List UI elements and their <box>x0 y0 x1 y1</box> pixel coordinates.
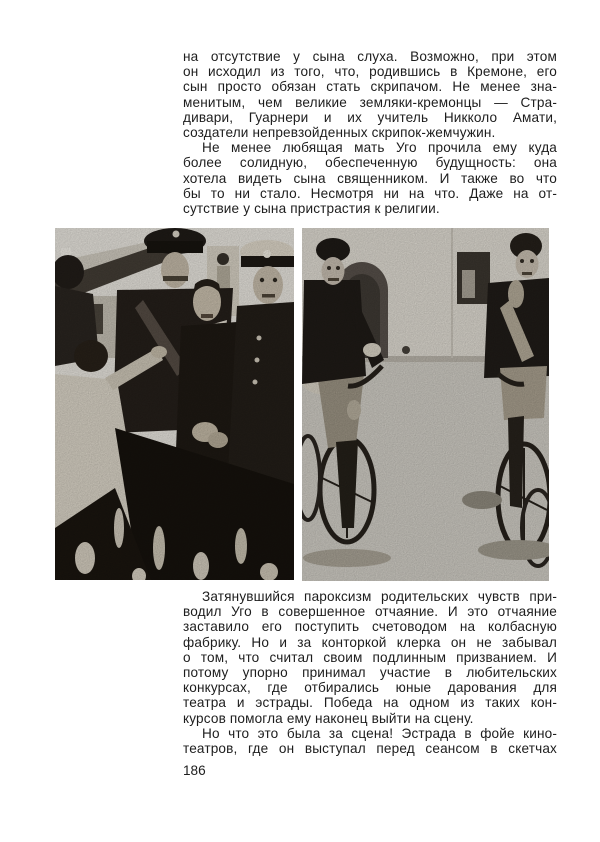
paragraph <box>183 49 557 140</box>
text-line: Не менее любящая мать Уго прочила ему куда <box>202 140 557 156</box>
text-line: водил Уго в совершенное отчаяние. И это отчаяние <box>183 604 557 620</box>
paragraph <box>183 140 557 216</box>
text-line: дивари, Гуарнери и их учитель Никколо Амати, <box>183 109 557 125</box>
text-column-top <box>183 49 557 216</box>
page-number: 186 <box>183 763 206 779</box>
text-line: потому упорно принимал участие в любительских <box>183 665 557 681</box>
paragraph <box>183 726 557 756</box>
text-line: хотела видеть сына священником. И также во что <box>183 170 557 186</box>
text-line: курсов помогла ему наконец выйти на сцену. <box>183 710 474 726</box>
text-line: заставило его поступить счетоводом на колбасную <box>183 619 557 635</box>
text-line: менитым, чем великие земляки-кремонцы — Стра- <box>183 94 557 110</box>
text-line: сутствие у сына пристрастия к религии. <box>183 201 440 217</box>
text-line: о том, что считал своим подлинным призванием. И <box>183 649 557 665</box>
text-line: конкурсах, где отбирались юные дарования для <box>183 680 557 696</box>
photo-cyclists-art <box>302 228 549 581</box>
text-line: театра и эстрады. Победа на одном из таких кон- <box>183 695 557 711</box>
text-line: он исходил из того, что, родившись в Кремоне, его <box>183 64 557 80</box>
text-line: на отсутствие у сына слуха. Возможно, при этом <box>183 49 557 64</box>
text-line: бы то ни стало. Несмотря ни на что. Даже на от- <box>183 185 557 201</box>
text-line: фабрику. Но и за конторкой клерка он не забывал <box>183 634 557 650</box>
text-line: Но что это была за сцена! Эстрада в фойе кино- <box>202 725 557 741</box>
text-line: создатели непревзойденных скрипок-жемчужин. <box>183 125 496 141</box>
photo-cyclists <box>302 228 549 581</box>
text-line: Затянувшийся пароксизм родительских чувств при- <box>202 589 557 604</box>
text-line: сын просто обязан стать скрипачом. Не менее зна- <box>183 79 557 95</box>
text-column-bottom <box>183 589 557 778</box>
text-line: театров, где он выступал перед сеансом в скетчах <box>183 741 557 757</box>
text-line: более солидную, обеспеченную будущность: она <box>183 155 557 171</box>
photo-arrest-scene-art <box>55 228 294 580</box>
paragraph <box>183 589 557 726</box>
photo-arrest-scene <box>55 228 294 580</box>
